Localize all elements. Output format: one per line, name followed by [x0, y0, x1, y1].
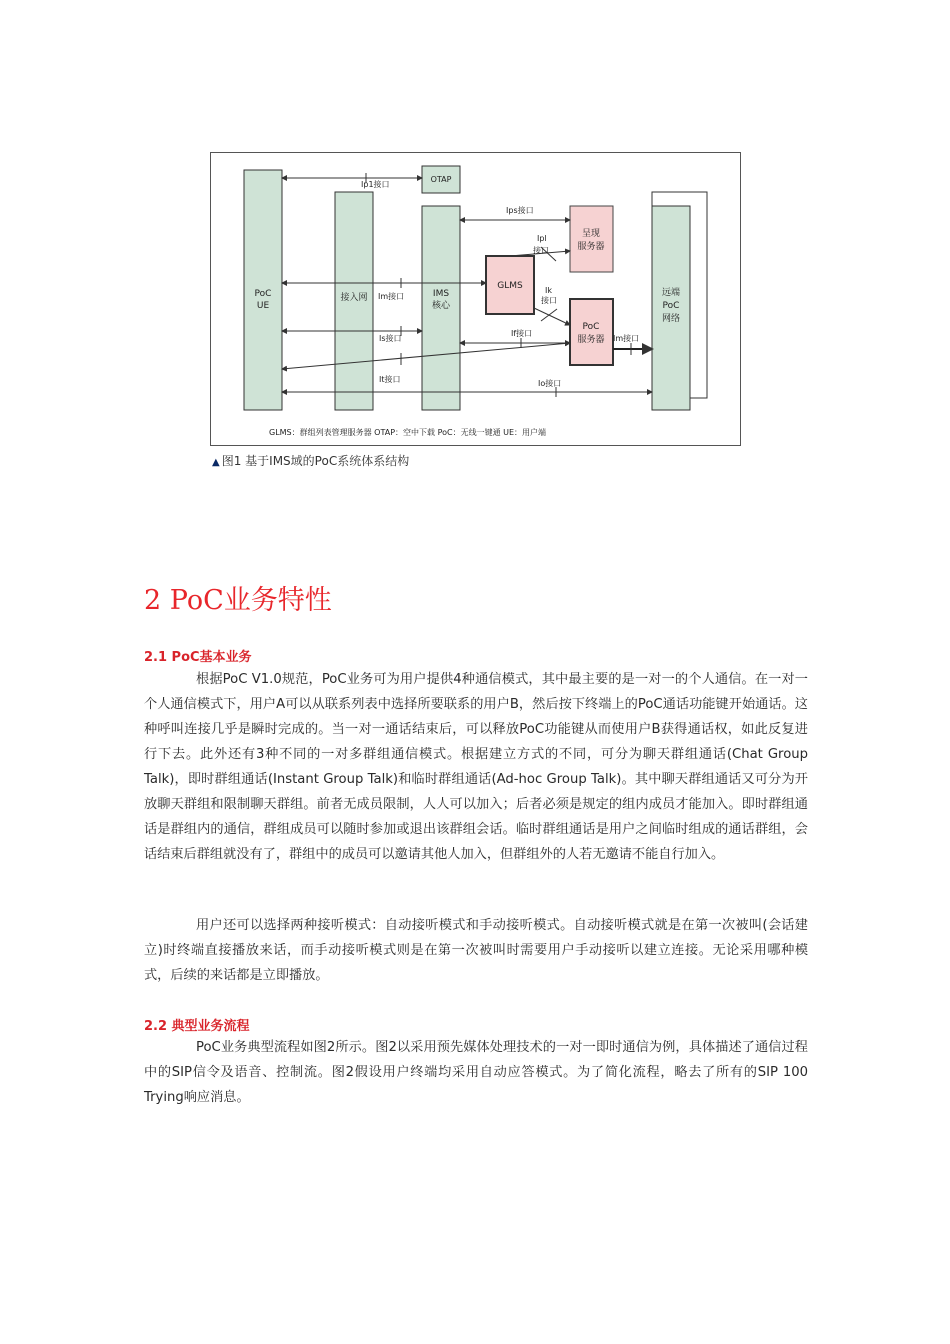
- figure-caption-text: 图1 基于IMS域的PoC系统体系结构: [221, 454, 410, 468]
- is-label: Is接口: [379, 334, 402, 343]
- poc-server-box: [570, 299, 613, 365]
- architecture-diagram: [210, 152, 741, 446]
- architecture-diagram-svg: [211, 153, 742, 447]
- poc-ue-label-2: UE: [256, 301, 270, 311]
- paragraph-answer-modes: 用户还可以选择两种接听模式：自动接听模式和手动接听模式。自动接听模式就是在第一次被叫(会话建立)时终端直接播放来话，而手动接听模式则是在第一次被叫时需要用户手动接听以建立连接。无论采用哪种模式，后续的来话都是立即播放。: [144, 918, 808, 983]
- paragraph-basic-services: 根据PoC V1.0规范，PoC业务可为用户提供4种通信模式，其中最主要的是一对一的个人通信。在一对一个人通信模式下，用户A可以从联系列表中选择所要联系的用户B，然后按下终端上的PoC通话功能键开始通话。这种呼叫连接几乎是瞬时完成的。当一对一通话结束后，可以释放PoC功能键从而使用户B获得通话权，如此反复进行下去。此外还有3种不同的一对多群组通信模式。根据建立方式的不同，可分为聊天群组通话(Chat Group Talk)，即时群组通话(Instant Group Talk)和临时群组通话(Ad-hoc Group Talk)。其中聊天群组通话又可分为开放聊天群组和限制聊天群组。前者无成员限制，人人可以加入；后者必须是规定的组内成员才能加入。即时群组通话是群组内的通信，群组成员可以随时参加或退出该群组会话。临时群组通话是用户之间临时组成的通话群组，会话结束后群组就没有了，群组中的成员可以邀请其他人加入，但群组外的人若无邀请不能自行加入。: [144, 672, 808, 862]
- ik-cross: [541, 309, 557, 321]
- ik-line: [534, 308, 570, 325]
- remote-network-label-3: 网络: [661, 314, 681, 324]
- section-title: 2 PoC业务特性: [144, 585, 332, 616]
- ipl-label-2: 接口: [533, 246, 549, 255]
- im-ue-label: Im接口: [378, 292, 405, 301]
- if-label: If接口: [511, 329, 533, 338]
- ims-core-label-2: 核心: [431, 301, 451, 311]
- poc-server-label-2: 服务器: [577, 335, 605, 345]
- presence-server-box: [570, 206, 613, 272]
- ims-core-label-1: IMS: [432, 289, 450, 299]
- access-network-label: 接入网: [340, 293, 368, 303]
- poc-server-label-1: PoC: [582, 322, 600, 332]
- ik-label-2: 接口: [541, 296, 557, 305]
- diagram-legend: GLMS：群组列表管理服务器 OTAP：空中下载 PoC：无线一键通 UE：用户端: [269, 428, 547, 437]
- remote-network-label-2: PoC: [662, 301, 680, 311]
- subsection-title-typical-flow: 2.2 典型业务流程: [144, 1019, 250, 1034]
- im-remote-label: Im接口: [613, 334, 640, 343]
- otap-label: OTAP: [430, 175, 452, 184]
- paragraph-typical-flow: PoC业务典型流程如图2所示。图2以采用预先媒体处理技术的一对一即时通信为例，具体描述了通信过程中的SIP信令及语音、控制流。图2假设用户终端均采用自动应答模式。为了简化流程，略去了所有的SIP 100 Trying响应消息。: [144, 1040, 808, 1105]
- ik-label-1: Ik: [545, 286, 552, 295]
- figure-caption: [212, 452, 409, 469]
- it-ue-label: It接口: [379, 375, 401, 384]
- subsection-title-basic-services: 2.1 PoC基本业务: [144, 650, 252, 665]
- ip1-label: Ip1接口: [361, 180, 390, 189]
- ips-label: Ips接口: [506, 206, 534, 215]
- caption-triangle-icon: ▲: [212, 457, 220, 468]
- remote-network-label-1: 远端: [661, 288, 681, 298]
- presence-server-label-1: 呈现: [581, 229, 601, 239]
- poc-ue-label-1: PoC: [254, 289, 272, 299]
- glms-label: GLMS: [497, 281, 523, 291]
- io-label: Io接口: [538, 379, 562, 388]
- ipl-label-1: Ipl: [537, 234, 547, 243]
- presence-server-label-2: 服务器: [577, 242, 605, 252]
